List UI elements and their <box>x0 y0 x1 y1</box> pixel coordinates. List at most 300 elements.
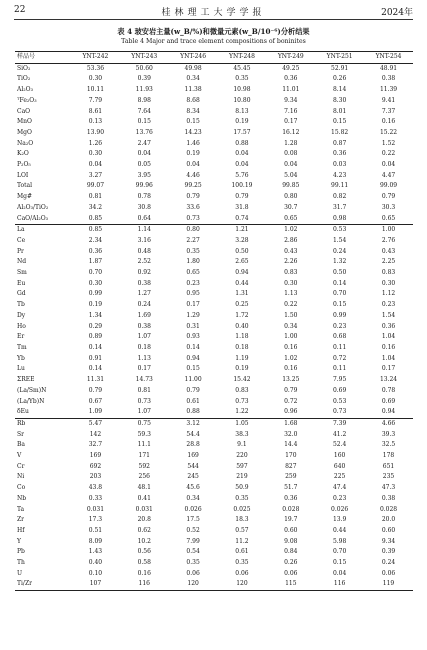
table-cell: 31.7 <box>332 203 347 211</box>
table-cell: 0.79 <box>284 386 298 394</box>
table-cell: 1.09 <box>88 408 103 416</box>
table-cell: 0.61 <box>235 548 249 556</box>
table-cell: 0.70 <box>332 548 347 556</box>
table-cell: 640 <box>333 462 346 470</box>
table-cell: 8.30 <box>332 96 347 104</box>
table-cell: 2.65 <box>235 258 249 266</box>
table-cell: 0.06 <box>235 569 249 577</box>
table-cell: 0.19 <box>235 365 249 373</box>
table-row <box>15 505 413 516</box>
table-cell: 0.88 <box>186 408 200 416</box>
table-cell: 0.72 <box>332 354 347 362</box>
table-row <box>15 472 413 483</box>
table-row <box>15 322 413 333</box>
table-cell: 13.90 <box>86 128 105 136</box>
row-label: La <box>15 225 71 236</box>
table-cell: 0.35 <box>186 559 200 567</box>
table-cell: 0.04 <box>235 150 249 158</box>
publication-year: 2024年 <box>381 8 413 18</box>
table-row <box>15 257 413 268</box>
row-label: Yb <box>17 354 25 362</box>
table-cell: 99.25 <box>184 182 202 190</box>
table-cell: 0.11 <box>332 343 347 351</box>
table-cell: 0.23 <box>381 301 396 309</box>
row-label: Nb <box>17 494 27 502</box>
row-label: Er <box>17 333 25 341</box>
column-header: YNT-249 <box>266 52 315 64</box>
table-cell: 20.0 <box>381 516 396 524</box>
table-cell: 17.57 <box>233 128 251 136</box>
table-cell: 13.24 <box>379 376 398 384</box>
table-cell: 142 <box>89 430 102 438</box>
table-cell: 0.22 <box>284 301 298 309</box>
table-cell: 15.42 <box>233 376 251 384</box>
table-row <box>15 526 413 537</box>
table-cell: 0.24 <box>137 301 151 309</box>
table-cell: 0.10 <box>88 569 103 577</box>
row-label: Sm <box>17 269 27 277</box>
table-cell: 1.26 <box>88 139 103 147</box>
table-cell: 0.79 <box>235 193 249 201</box>
table-cell: 19.7 <box>284 516 298 524</box>
table-cell: 13.9 <box>332 516 347 524</box>
row-label: Co <box>17 484 26 492</box>
table-cell: 1.02 <box>266 225 315 236</box>
table-row <box>15 407 413 418</box>
table-cell: 1.13 <box>284 290 298 298</box>
table-cell: 5.04 <box>284 171 298 179</box>
table-row <box>15 537 413 548</box>
table-cell: 39.3 <box>381 430 396 438</box>
table-cell: 120 <box>218 579 267 590</box>
table-cell: 0.38 <box>137 279 151 287</box>
table-cell: 0.25 <box>235 301 249 309</box>
table-cell: 0.14 <box>88 343 103 351</box>
table-cell: 0.81 <box>137 386 151 394</box>
table-cell: 0.48 <box>137 247 151 255</box>
table-row <box>15 451 413 462</box>
table-cell: 0.95 <box>186 290 200 298</box>
table-cell: 245 <box>187 473 199 481</box>
column-header: YNT-254 <box>364 52 413 64</box>
table-cell: 0.36 <box>284 494 298 502</box>
header-rule <box>14 19 413 20</box>
table-cell: 18.3 <box>235 516 249 524</box>
table-cell: 99.96 <box>135 182 153 190</box>
table-cell: 0.04 <box>235 161 249 169</box>
table-cell: 0.73 <box>235 397 249 405</box>
table-cell: 0.83 <box>381 269 396 277</box>
table-cell: 0.78 <box>137 193 151 201</box>
row-label: (La/Yb)N <box>17 397 45 405</box>
row-label: Rb <box>15 418 71 429</box>
table-row <box>15 430 413 441</box>
table-cell: 0.79 <box>186 386 200 394</box>
table-cell: 0.35 <box>235 559 249 567</box>
table-cell: 1.21 <box>218 225 267 236</box>
table-row <box>15 85 413 96</box>
table-cell: 0.84 <box>284 548 298 556</box>
row-label: Zr <box>17 516 25 524</box>
table-row <box>15 214 413 225</box>
table-cell: 0.35 <box>235 75 249 83</box>
row-label: Ho <box>17 322 26 330</box>
table-cell: 119 <box>364 579 413 590</box>
table-cell: 2.52 <box>137 258 151 266</box>
table-cell: 4.46 <box>186 171 200 179</box>
column-header: YNT-248 <box>218 52 267 64</box>
table-row <box>15 547 413 558</box>
table-cell: 1.04 <box>381 333 396 341</box>
table-row <box>15 579 413 590</box>
table-cell: 0.39 <box>381 548 396 556</box>
table-cell: 0.94 <box>235 269 249 277</box>
table-cell: 1.00 <box>284 333 298 341</box>
row-label: V <box>17 452 22 460</box>
table-cell: 0.99 <box>88 290 103 298</box>
table-row <box>15 236 413 247</box>
table-cell: 219 <box>236 473 248 481</box>
row-label: Dy <box>17 311 26 319</box>
row-label: Nd <box>17 258 27 266</box>
row-label: TiO₂ <box>17 75 31 83</box>
table-cell: 0.80 <box>284 193 298 201</box>
table-row <box>15 74 413 85</box>
table-cell: 1.54 <box>381 311 396 319</box>
table-cell: 1.13 <box>137 354 151 362</box>
table-cell: 235 <box>382 473 395 481</box>
table-cell: 107 <box>71 579 120 590</box>
table-cell: 0.67 <box>88 397 103 405</box>
row-label: CaO/Al₂O₃ <box>17 214 49 222</box>
table-cell: 1.07 <box>137 333 151 341</box>
table-cell: 99.11 <box>331 182 349 190</box>
table-cell: 47.3 <box>381 484 396 492</box>
table-cell: 0.72 <box>284 397 298 405</box>
table-cell: 0.87 <box>332 139 347 147</box>
table-cell: 0.24 <box>332 247 347 255</box>
table-row <box>15 107 413 118</box>
row-label: Ba <box>17 441 25 449</box>
table-cell: 47.4 <box>332 484 347 492</box>
row-label: Lu <box>17 365 25 373</box>
table-cell: 0.78 <box>381 386 396 394</box>
table-cell: 43.8 <box>88 484 103 492</box>
table-cell: 0.24 <box>381 559 396 567</box>
row-label: LOI <box>17 171 29 179</box>
table-cell: 0.73 <box>137 397 151 405</box>
table-cell: 0.34 <box>186 75 200 83</box>
table-cell: 0.17 <box>137 365 151 373</box>
table-cell: 0.69 <box>332 386 347 394</box>
table-row <box>15 462 413 473</box>
table-cell: 0.16 <box>284 343 298 351</box>
table-cell: 1.87 <box>88 258 103 266</box>
table-cell: 256 <box>138 473 150 481</box>
row-label: Tb <box>17 301 25 309</box>
table-cell: 0.23 <box>332 494 347 502</box>
table-cell: 1.72 <box>235 311 249 319</box>
table-cell: 1.18 <box>235 333 249 341</box>
table-cell: 0.56 <box>137 548 151 556</box>
row-label: Pb <box>17 548 25 556</box>
table-cell: 14.4 <box>284 441 298 449</box>
table-cell: 1.31 <box>235 290 249 298</box>
table-row <box>15 343 413 354</box>
table-cell: 0.43 <box>381 247 396 255</box>
table-cell: 11.2 <box>235 537 249 545</box>
table-cell: 11.39 <box>379 86 398 94</box>
page-header <box>14 5 413 18</box>
table-cell: 28.8 <box>186 441 200 449</box>
table-caption-cn: 表 4 玻安岩主量(w_B/%)和微量元素(w_B/10⁻⁶)分析结果 <box>117 27 310 36</box>
table-cell: 0.85 <box>88 214 103 222</box>
table-cell: 0.60 <box>284 526 298 534</box>
table-cell: 0.94 <box>186 354 200 362</box>
table-cell: 0.06 <box>381 569 396 577</box>
table-row <box>15 332 413 343</box>
table-cell: 0.94 <box>381 408 396 416</box>
table-cell: 0.64 <box>137 214 151 222</box>
table-cell: 100.19 <box>231 182 253 190</box>
table-row <box>15 397 413 408</box>
table-cell: 0.04 <box>284 161 298 169</box>
table-cell: 0.15 <box>137 118 151 126</box>
table-cell: 0.19 <box>88 301 103 309</box>
table-cell: 0.79 <box>381 193 396 201</box>
table-cell: 38.3 <box>235 430 249 438</box>
table-cell: 0.04 <box>186 161 200 169</box>
table-cell: 0.33 <box>88 494 103 502</box>
table-cell: 7.79 <box>88 96 103 104</box>
row-label: Eu <box>17 279 26 287</box>
table-cell: 10.80 <box>233 96 251 104</box>
table-cell: 0.83 <box>284 269 298 277</box>
table-cell: 1.69 <box>137 311 151 319</box>
table-row <box>15 494 413 505</box>
table-cell: 0.18 <box>235 343 249 351</box>
table-cell: 0.17 <box>186 301 200 309</box>
table-cell: 32.5 <box>381 441 396 449</box>
table-cell: 4.47 <box>381 171 396 179</box>
column-header: YNT-246 <box>169 52 218 64</box>
table-cell: 160 <box>333 452 346 460</box>
table-cell: 20.8 <box>137 516 151 524</box>
row-label: Th <box>17 559 25 567</box>
table-cell: 2.25 <box>381 258 396 266</box>
table-cell: 7.99 <box>186 537 200 545</box>
table-cell: 0.31 <box>186 322 200 330</box>
table-cell: 0.70 <box>88 269 103 277</box>
table-cell: 8.34 <box>186 107 200 115</box>
table-cell: 1.68 <box>266 418 315 429</box>
table-row <box>15 289 413 300</box>
table-cell: 0.14 <box>186 343 200 351</box>
table-cell: 7.16 <box>284 107 298 115</box>
table-cell: 11.00 <box>184 376 202 384</box>
table-cell: 4.66 <box>364 418 413 429</box>
table-cell: 49.25 <box>282 64 300 72</box>
row-label: Sr <box>17 430 24 438</box>
table-cell: 11.1 <box>137 441 151 449</box>
table-cell: 14.23 <box>184 128 202 136</box>
table-cell: 0.30 <box>88 75 103 83</box>
table-cell: 0.96 <box>284 408 298 416</box>
table-cell: 0.69 <box>381 397 396 405</box>
table-cell: 2.27 <box>186 236 200 244</box>
table-cell: 0.82 <box>332 193 347 201</box>
table-cell: 0.15 <box>186 365 200 373</box>
table-cell: 259 <box>285 473 297 481</box>
journal-title: 桂林理工大学学报 <box>161 8 266 18</box>
table-cell: 0.44 <box>235 279 249 287</box>
table-cell: 0.68 <box>332 333 347 341</box>
table-cell: 1.05 <box>218 418 267 429</box>
table-cell: 1.19 <box>235 354 249 362</box>
table-cell: 0.031 <box>135 505 153 513</box>
table-cell: 0.44 <box>332 526 347 534</box>
table-row <box>15 117 413 128</box>
table-cell: 32.7 <box>88 441 103 449</box>
table-cell: 1.28 <box>284 139 298 147</box>
table-cell: 0.08 <box>284 150 298 158</box>
table-cell: 0.36 <box>88 247 103 255</box>
row-label: δEu <box>17 408 29 416</box>
table-cell: 0.05 <box>137 161 151 169</box>
table-cell: 8.68 <box>186 96 200 104</box>
table-cell: 8.14 <box>332 86 347 94</box>
table-cell: 225 <box>333 473 346 481</box>
row-label: SiO₂ <box>17 64 31 72</box>
table-row <box>15 386 413 397</box>
table-row <box>15 558 413 569</box>
table-cell: 7.64 <box>137 107 151 115</box>
table-row <box>15 139 413 150</box>
page-number: 22 <box>14 5 26 15</box>
table-cell: 116 <box>315 579 364 590</box>
table-cell: 0.35 <box>186 247 200 255</box>
table-cell: 33.6 <box>186 203 200 211</box>
table-cell: 53.36 <box>86 64 105 72</box>
table-cell: 0.06 <box>186 569 200 577</box>
table-cell: 0.04 <box>137 150 151 158</box>
table-cell: 10.98 <box>233 86 251 94</box>
row-label: (La/Sm)N <box>17 386 47 394</box>
table-cell: 1.50 <box>284 311 298 319</box>
table-cell: 1.52 <box>381 139 396 147</box>
row-label: Ce <box>17 236 26 244</box>
row-label: U <box>17 569 23 577</box>
table-cell: 3.16 <box>137 236 151 244</box>
table-cell: 178 <box>382 452 395 460</box>
table-cell: 0.60 <box>381 526 396 534</box>
table-cell: 0.031 <box>86 505 105 513</box>
table-cell: 0.04 <box>381 161 396 169</box>
row-label: Ni <box>17 473 25 481</box>
table-cell: 1.80 <box>186 258 200 266</box>
row-label: Gd <box>17 290 26 298</box>
table-cell: 54.4 <box>186 430 200 438</box>
table-cell: 48.1 <box>137 484 151 492</box>
table-cell: 3.27 <box>88 171 103 179</box>
table-cell: 2.26 <box>284 258 298 266</box>
table-cell: 0.028 <box>282 505 300 513</box>
table-cell: 45.45 <box>233 64 251 72</box>
table-cell: 171 <box>138 452 150 460</box>
table-row <box>15 171 413 182</box>
table-cell: 0.13 <box>88 118 103 126</box>
table-cell: 3.12 <box>169 418 218 429</box>
table-cell: 0.85 <box>71 225 120 236</box>
table-caption-en: Table 4 Major and trace element compositions of boninites <box>121 38 306 45</box>
table-cell: 4.23 <box>332 171 347 179</box>
table-cell: 45.6 <box>186 484 200 492</box>
table-cell: 8.61 <box>88 107 103 115</box>
table-cell: 1.32 <box>332 258 347 266</box>
table-cell: 1.46 <box>186 139 200 147</box>
table-cell: 0.74 <box>235 214 249 222</box>
table-row <box>15 418 413 429</box>
table-cell: 0.23 <box>186 279 200 287</box>
table-cell: 0.19 <box>235 118 249 126</box>
table-cell: 0.30 <box>88 279 103 287</box>
table-cell: 0.52 <box>186 526 200 534</box>
table-cell: 0.26 <box>332 75 347 83</box>
table-cell: 99.09 <box>379 182 398 190</box>
table-cell: 1.07 <box>137 408 151 416</box>
table-cell: 9.1 <box>237 441 247 449</box>
table-row <box>15 192 413 203</box>
table-cell: 1.27 <box>137 290 151 298</box>
table-cell: 8.13 <box>235 107 249 115</box>
table-cell: 0.30 <box>284 279 298 287</box>
table-cell: 0.15 <box>332 559 347 567</box>
table-cell: 51.7 <box>284 484 298 492</box>
table-row <box>15 203 413 214</box>
table-cell: 5.47 <box>71 418 120 429</box>
table-cell: 11.38 <box>184 86 202 94</box>
row-label: Na₂O <box>17 139 34 147</box>
table-cell: 11.01 <box>282 86 300 94</box>
table-cell: 0.23 <box>332 322 347 330</box>
table-row <box>15 181 413 192</box>
table-cell: 0.80 <box>169 225 218 236</box>
table-cell: 827 <box>285 462 297 470</box>
table-row <box>15 364 413 375</box>
row-label: Total <box>17 182 33 190</box>
row-label: Al₂O₃/TiO₂ <box>17 203 49 211</box>
table-cell: 169 <box>187 452 199 460</box>
table-cell: 15.82 <box>331 128 349 136</box>
table-row <box>15 569 413 580</box>
table-cell: 115 <box>266 579 315 590</box>
table-cell: 0.88 <box>235 139 249 147</box>
table-row <box>15 311 413 322</box>
table-cell: 30.3 <box>381 203 396 211</box>
row-label: Al₂O₃ <box>17 86 33 94</box>
table-cell: 0.19 <box>186 150 200 158</box>
table-cell: 0.16 <box>381 118 396 126</box>
table-row <box>15 483 413 494</box>
table-cell: 11.93 <box>135 86 153 94</box>
table-cell: 0.99 <box>332 311 347 319</box>
table-cell: 0.81 <box>88 193 103 201</box>
table-cell: 15.22 <box>379 128 398 136</box>
row-label: Y <box>17 537 21 545</box>
row-label: Pr <box>17 247 24 255</box>
table-cell: 7.95 <box>332 376 347 384</box>
table-cell: 0.36 <box>381 322 396 330</box>
